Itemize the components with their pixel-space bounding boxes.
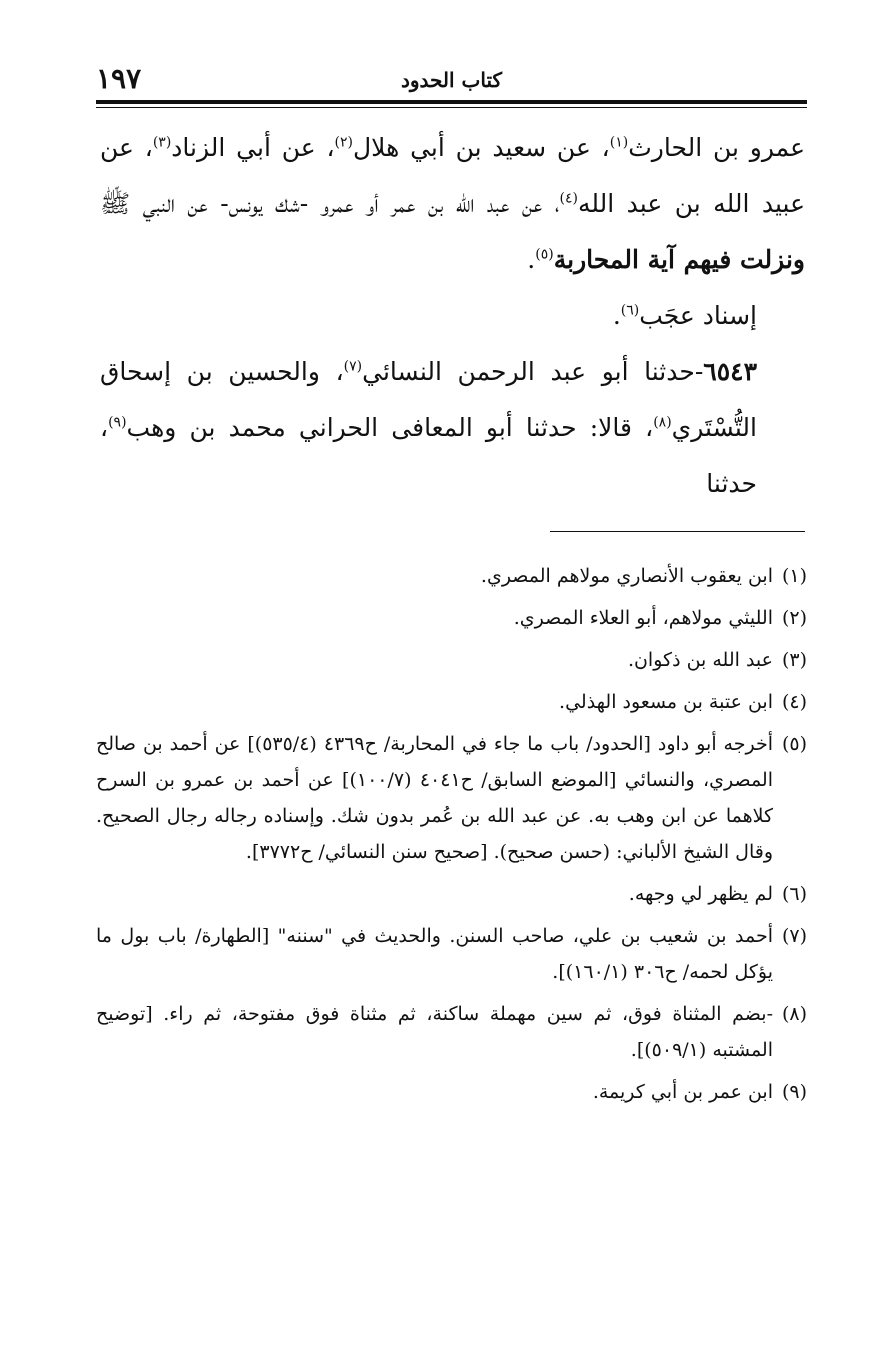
footnote-item (96, 876, 807, 912)
text-segment: عمرو بن الحارث (628, 133, 805, 162)
running-title: كتاب الحدود (400, 68, 503, 92)
footnote-item (96, 600, 807, 636)
paragraph-comment (100, 288, 805, 344)
footnote-number: (٣) (781, 649, 807, 671)
footnote-item (96, 726, 807, 870)
footnote-number: (٥) (781, 733, 807, 755)
footnote-text: ابن يعقوب الأنصاري مولاهم المصري. (480, 565, 773, 587)
text-segment: إسناد عجَب (639, 301, 757, 330)
page-header (96, 62, 807, 100)
footnote-item (96, 996, 807, 1068)
hadith-number: ٦٥٤٣ (703, 357, 758, 386)
footnote-ref[interactable]: (٨) (653, 414, 672, 431)
footnote-number: (٨) (781, 1003, 807, 1025)
footnote-ref[interactable]: (٦) (620, 302, 640, 319)
main-text (100, 120, 805, 512)
text-segment: ، عن سعيد بن أبي هلال (353, 133, 610, 162)
text-segment: ، عن عبد الله بن عمر أو عمرو -شك يونس- عن النبي ﷺ (100, 189, 560, 218)
footnote-number: (١) (781, 565, 807, 587)
footnote-ref[interactable]: (٧) (343, 358, 363, 375)
footnote-ref[interactable]: (٩) (108, 414, 127, 431)
footnote-text: ابن عمر بن أبي كريمة. (592, 1081, 773, 1103)
header-rule-thin (96, 107, 807, 108)
footnotes (96, 558, 807, 1116)
footnote-text: أحمد بن شعيب بن علي، صاحب السنن. والحديث في "سننه" [الطهارة/ باب بول ما يؤكل لحمه/ ح٣٠٦ (١٦٠/١)]. (96, 925, 773, 983)
footnote-text: لم يظهر لي وجهه. (628, 883, 773, 905)
paragraph-hadith (100, 344, 805, 512)
footnote-ref[interactable]: (٣) (152, 134, 172, 151)
text-segment: . (612, 301, 621, 330)
footnote-item (96, 1074, 807, 1110)
footnote-ref[interactable]: (١) (609, 134, 629, 151)
footnote-ref[interactable]: (٤) (559, 190, 578, 207)
text-segment: ، حدثنا (100, 413, 757, 498)
footnote-text: -بضم المثناة فوق، ثم سين مهملة ساكنة، ثم مثناة فوق مفتوحة، ثم راء. [توضيح المشتبه (٥٠٩/١)]. (96, 1003, 773, 1061)
footnote-text: عبد الله بن ذكوان. (627, 649, 773, 671)
text-segment: ، والحسين بن إسحاق التُّسْتَري (100, 357, 757, 442)
footnote-number: (٢) (781, 607, 807, 629)
footnote-item (96, 684, 807, 720)
footnote-ref[interactable]: (٢) (334, 134, 354, 151)
footnote-number: (٦) (781, 883, 807, 905)
page-number: ١٩٧ (96, 62, 142, 95)
footnote-text: الليثي مولاهم، أبو العلاء المصري. (513, 607, 773, 629)
footnote-separator (550, 531, 805, 532)
footnote-ref[interactable]: (٥) (535, 246, 554, 263)
header-rule-thick (96, 100, 807, 104)
footnote-item (96, 558, 807, 594)
footnote-text: أخرجه أبو داود [الحدود/ باب ما جاء في المحاربة/ ح٤٣٦٩ (٥٣٥/٤)] عن أحمد بن صالح المصري، والنسائي [الموضع السابق/ ح٤٠٤١ (١٠٠/٧)] عن أحمد بن عمرو بن السرح كلاهما عن ابن وهب به. عن عبد الله بن عُمر بدون شك. وإسناده رجاله رجال الصحيح. وقال الشيخ الألباني: (حسن صحيح). [صحيح سنن النسائي/ ح٣٧٧٢]. (96, 733, 773, 863)
text-segment: ، عن عبيد الله بن عبد الله (100, 133, 805, 218)
footnote-text: ابن عتبة بن مسعود الهذلي. (559, 691, 773, 713)
footnote-number: (٤) (781, 691, 807, 713)
text-segment: ، عن أبي الزناد (171, 133, 335, 162)
text-segment: ، قالا: حدثنا أبو المعافى الحراني محمد بن وهب (126, 413, 654, 442)
footnote-item (96, 918, 807, 990)
text-segment: -حدثنا أبو عبد الرحمن النسائي (362, 357, 704, 386)
bold-text: ونزلت فيهم آية المحاربة (553, 245, 805, 274)
footnote-number: (٧) (781, 925, 807, 947)
footnote-item (96, 642, 807, 678)
paragraph-chain (100, 120, 805, 288)
text-segment: . (527, 245, 536, 274)
footnote-number: (٩) (781, 1081, 807, 1103)
